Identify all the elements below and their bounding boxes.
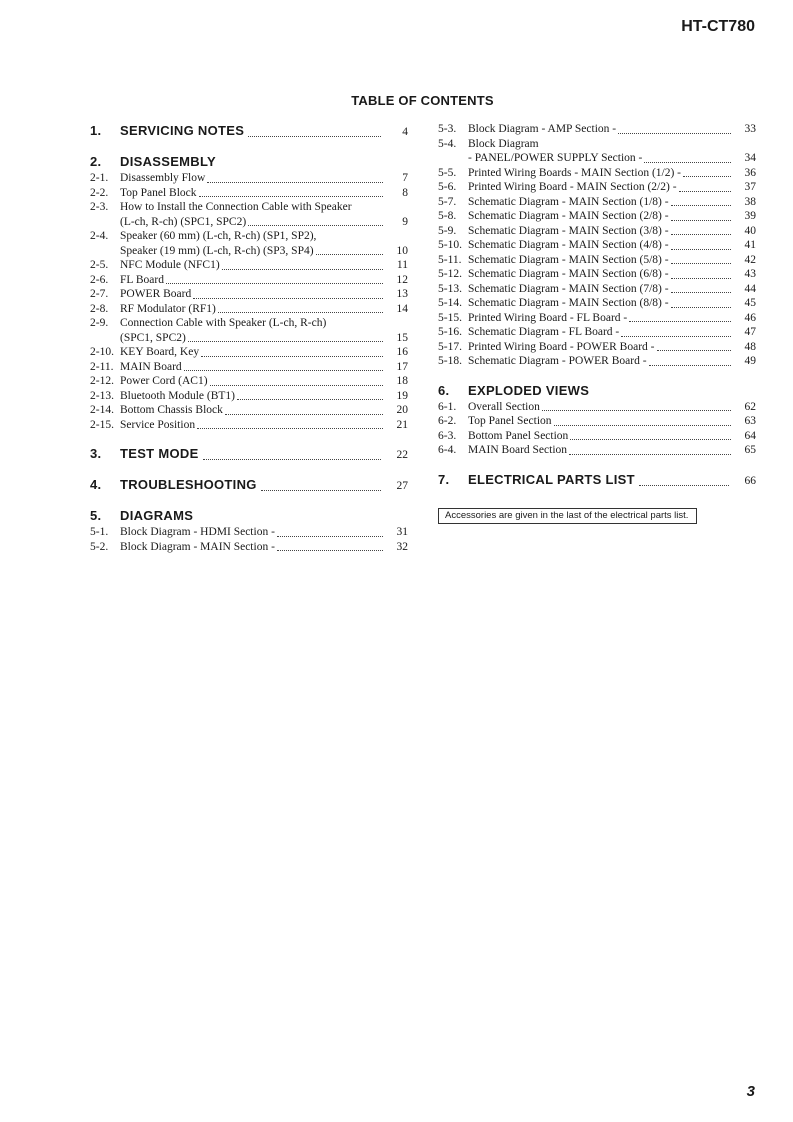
entry-title: Speaker (19 mm) (L-ch, R-ch) (SP3, SP4) [120,244,314,257]
entry-number: 2-7. [90,288,109,300]
dot-leader [193,288,383,299]
entry-number: 5-3. [438,123,457,135]
toc-entry[interactable] [438,400,756,415]
entry-title: NFC Module (NFC1) [120,259,220,271]
toc-entry [90,316,408,331]
toc-entry[interactable] [438,325,756,340]
entry-title: Block Diagram [468,137,539,150]
entry-number: 2-5. [90,259,109,271]
entry-title: How to Install the Connection Cable with Speaker [120,201,352,213]
dot-leader [671,224,731,235]
entry-number: 2. [90,154,102,169]
entry-number: 5-5. [438,166,457,179]
section-gap [90,494,408,507]
entry-page: 20 [396,404,408,416]
entry-number: 3. [90,446,102,461]
toc-entry[interactable] [438,311,756,326]
entry-page: 10 [396,244,408,257]
dot-leader [277,526,383,537]
toc-entry[interactable] [90,374,408,389]
entry-title: Block Diagram - HDMI Section - [120,526,275,538]
entry-page: 40 [744,224,756,237]
dot-leader [671,297,731,308]
entry-number: 5-18. [438,355,462,367]
toc-entry[interactable] [90,540,408,555]
toc-entry[interactable] [90,302,408,317]
entry-title: Schematic Diagram - MAIN Section (8/8) - [468,297,669,309]
dot-leader [683,166,731,177]
toc-entry[interactable] [438,180,756,195]
entry-number: 5-2. [90,540,109,553]
entry-page: 14 [396,302,408,315]
entry-number: 6-3. [438,429,457,442]
entry-title: EXPLODED VIEWS [468,382,590,398]
dot-leader [201,346,383,357]
dot-leader [618,123,731,134]
toc-section[interactable] [90,122,408,140]
entry-page: 9 [402,215,408,228]
dot-leader [248,126,381,137]
entry-title: Power Cord (AC1) [120,375,208,387]
toc-entry[interactable] [90,525,408,540]
toc-section[interactable] [90,476,408,494]
entry-number: 2-8. [90,302,109,315]
entry-number: 2-11. [90,360,114,373]
entry-page: 66 [744,474,756,487]
dot-leader [277,540,383,551]
entry-number: 5-13. [438,282,462,295]
entry-number: 5-8. [438,210,457,222]
toc-entry[interactable] [90,287,408,302]
dot-leader [671,195,731,206]
toc-entry[interactable] [438,296,756,311]
entry-page: 63 [744,415,756,427]
entry-title: KEY Board, Key [120,346,200,358]
section-gap [90,432,408,445]
toc-section [90,153,408,171]
dot-leader [248,215,383,226]
entry-number: 2-6. [90,273,109,286]
toc-entry[interactable] [90,186,408,201]
dot-leader [203,449,381,460]
toc-entry [438,137,756,152]
entry-title: Speaker (60 mm) (L-ch, R-ch) (SP1, SP2), [120,230,317,242]
dot-leader [639,475,729,486]
dot-leader [644,152,731,163]
entry-number: 2-10. [90,346,114,358]
entry-title: Bluetooth Module (BT1) [120,389,235,402]
entry-title: Schematic Diagram - MAIN Section (3/8) - [468,224,669,237]
dot-leader [570,429,731,440]
toc-entry [90,200,408,215]
entry-title: Disassembly Flow [120,172,206,184]
dot-leader [199,186,384,197]
dot-leader [225,404,383,415]
entry-page: 27 [396,480,408,492]
dot-leader [657,340,732,351]
entry-page: 64 [744,429,756,442]
entry-page: 22 [396,449,408,461]
entry-page: 37 [744,181,756,193]
entry-number: 5-7. [438,195,457,208]
entry-page: 47 [744,326,756,338]
entry-number: 6. [438,382,450,398]
entry-title: Printed Wiring Board - FL Board - [468,311,628,324]
entry-page: 38 [744,195,756,208]
toc-entry[interactable] [438,443,756,458]
entry-page: 49 [744,355,756,367]
toc-entry[interactable] [90,345,408,360]
entry-title: Service Position [120,418,196,431]
entry-page: 39 [744,210,756,222]
entry-page: 11 [396,259,408,271]
entry-title: DIAGRAMS [120,508,194,523]
entry-page: 8 [402,186,408,199]
toc-entry[interactable] [90,403,408,418]
page-number: 3 [746,1083,755,1100]
toc-entry-continuation[interactable] [90,244,408,259]
entry-page: 16 [396,346,408,358]
entry-number: 5-12. [438,268,462,280]
dot-leader [184,360,383,371]
entry-number: 5. [90,508,102,523]
dot-leader [629,311,731,322]
entry-page: 21 [396,418,408,431]
toc-entry[interactable] [438,195,756,210]
entry-title: ELECTRICAL PARTS LIST [468,471,635,487]
entry-page: 15 [396,331,408,344]
toc-entry[interactable] [438,166,756,181]
toc-section[interactable] [438,471,756,489]
entry-page: 43 [744,268,756,280]
entry-title: (L-ch, R-ch) (SPC1, SPC2) [120,215,247,228]
toc-left-column [90,122,408,554]
entry-number: 6-2. [438,415,457,427]
entry-page: 41 [744,239,756,251]
entry-number: 5-14. [438,297,462,309]
entry-title: Schematic Diagram - MAIN Section (6/8) - [468,268,669,280]
entry-page: 19 [396,389,408,402]
section-gap [90,463,408,476]
toc-entry-continuation[interactable] [438,151,756,166]
entry-title: Bottom Chassis Block [120,404,223,416]
entry-page: 46 [744,311,756,324]
dot-leader [671,210,731,221]
entry-page: 18 [396,375,408,387]
entry-title: Schematic Diagram - MAIN Section (7/8) - [468,282,669,295]
entry-number: 6-4. [438,444,457,456]
entry-number: 5-15. [438,311,462,324]
entry-number: 4. [90,477,102,492]
dot-leader [261,480,381,491]
dot-leader [554,415,731,426]
entry-number: 2-1. [90,172,109,184]
toc-right-column [438,122,756,489]
entry-title: Schematic Diagram - POWER Board - [468,355,647,367]
entry-page: 13 [396,288,408,300]
entry-number: 5-11. [438,253,462,266]
toc-entry[interactable] [90,258,408,273]
toc-title: TABLE OF CONTENTS [351,93,494,108]
toc-entry[interactable] [438,238,756,253]
entry-page: 32 [396,540,408,553]
entry-title: TEST MODE [120,446,199,461]
dot-leader [671,239,731,250]
model-number: HT-CT780 [681,18,755,35]
entry-number: 7. [438,471,450,487]
entry-title: Printed Wiring Board - POWER Board - [468,340,655,353]
dot-leader [166,273,383,284]
entry-title: (SPC1, SPC2) [120,331,186,344]
toc-section [90,507,408,525]
toc-entry[interactable] [90,273,408,288]
entry-title: FL Board [120,273,164,286]
dot-leader [671,282,731,293]
entry-title: Schematic Diagram - FL Board - [468,326,620,338]
entry-page: 62 [744,400,756,413]
toc-entry[interactable] [438,209,756,224]
toc-entry-continuation[interactable] [90,331,408,346]
entry-title: RF Modulator (RF1) [120,302,216,315]
entry-number: 5-16. [438,326,462,338]
entry-title: Schematic Diagram - MAIN Section (2/8) - [468,210,669,222]
entry-number: 2-4. [90,230,109,242]
entry-title: Schematic Diagram - MAIN Section (1/8) - [468,195,669,208]
entry-page: 31 [396,526,408,538]
toc-entry[interactable] [438,224,756,239]
entry-title: MAIN Board [120,360,182,373]
dot-leader [671,253,731,264]
entry-number: 2-12. [90,375,114,387]
entry-page: 44 [744,282,756,295]
entry-title: SERVICING NOTES [120,123,245,138]
entry-number: 5-1. [90,526,109,538]
entry-page: 48 [744,340,756,353]
entry-page: 7 [402,172,408,184]
toc-section [438,382,756,400]
entry-page: 65 [744,444,756,456]
entry-page: 12 [396,273,408,286]
entry-number: 5-9. [438,224,457,237]
toc-entry[interactable] [438,340,756,355]
dot-leader [188,331,383,342]
dot-leader [222,259,383,270]
dot-leader [679,181,731,192]
entry-number: 2-9. [90,317,109,329]
toc-entry[interactable] [90,418,408,433]
toc-entry[interactable] [438,122,756,137]
entry-title: Top Panel Section [468,415,552,427]
toc-section[interactable] [90,445,408,463]
dot-leader [207,172,383,183]
entry-page: 34 [744,152,756,164]
entry-number: 2-14. [90,404,114,416]
dot-leader [542,400,731,411]
entry-title: Schematic Diagram - MAIN Section (4/8) - [468,239,669,251]
toc-entry-continuation[interactable] [90,215,408,230]
section-gap [438,369,756,382]
entry-title: Schematic Diagram - MAIN Section (5/8) - [468,253,669,266]
toc-entry[interactable] [90,360,408,375]
entry-number: 1. [90,123,102,138]
entry-page: 36 [744,166,756,179]
entry-title: POWER Board [120,288,192,300]
entry-title: Printed Wiring Board - MAIN Section (2/2) - [468,181,677,193]
entry-number: 2-3. [90,201,109,213]
entry-number: 5-6. [438,181,457,193]
entry-number: 5-17. [438,340,462,353]
toc-entry[interactable] [438,267,756,282]
dot-leader [218,302,383,313]
entry-page: 45 [744,297,756,309]
toc-entry[interactable] [438,354,756,369]
entry-title: - PANEL/POWER SUPPLY Section - [468,152,643,164]
entry-title: DISASSEMBLY [120,154,217,169]
entry-title: TROUBLESHOOTING [120,477,257,492]
dot-leader [621,326,731,337]
entry-title: Block Diagram - AMP Section - [468,123,617,135]
entry-page: 42 [744,253,756,266]
entry-number: 2-15. [90,418,114,431]
dot-leader [210,375,383,386]
toc-entry[interactable] [438,253,756,268]
entry-number: 2-13. [90,389,114,402]
entry-title: MAIN Board Section [468,444,568,456]
entry-number: 6-1. [438,400,457,413]
entry-title: Bottom Panel Section [468,429,569,442]
section-gap [438,458,756,471]
dot-leader [649,355,731,366]
accessories-note: Accessories are given in the last of the electrical parts list. [438,508,697,524]
entry-title: Block Diagram - MAIN Section - [120,540,275,553]
entry-page: 17 [396,360,408,373]
toc-entry [90,229,408,244]
section-gap [90,140,408,153]
toc-entry[interactable] [438,429,756,444]
entry-title: Printed Wiring Boards - MAIN Section (1/2) - [468,166,682,179]
toc-entry[interactable] [438,414,756,429]
entry-title: Overall Section [468,400,540,413]
entry-number: 5-4. [438,137,457,150]
toc-entry[interactable] [90,171,408,186]
toc-entry[interactable] [90,389,408,404]
dot-leader [237,389,383,400]
entry-number: 2-2. [90,186,109,199]
entry-number: 5-10. [438,239,462,251]
entry-page: 4 [402,126,408,138]
toc-entry[interactable] [438,282,756,297]
entry-title: Top Panel Block [120,186,197,199]
dot-leader [671,268,731,279]
entry-title: Connection Cable with Speaker (L-ch, R-ch) [120,317,327,329]
entry-page: 33 [744,123,756,135]
dot-leader [316,244,383,255]
dot-leader [197,418,383,429]
dot-leader [569,444,731,455]
